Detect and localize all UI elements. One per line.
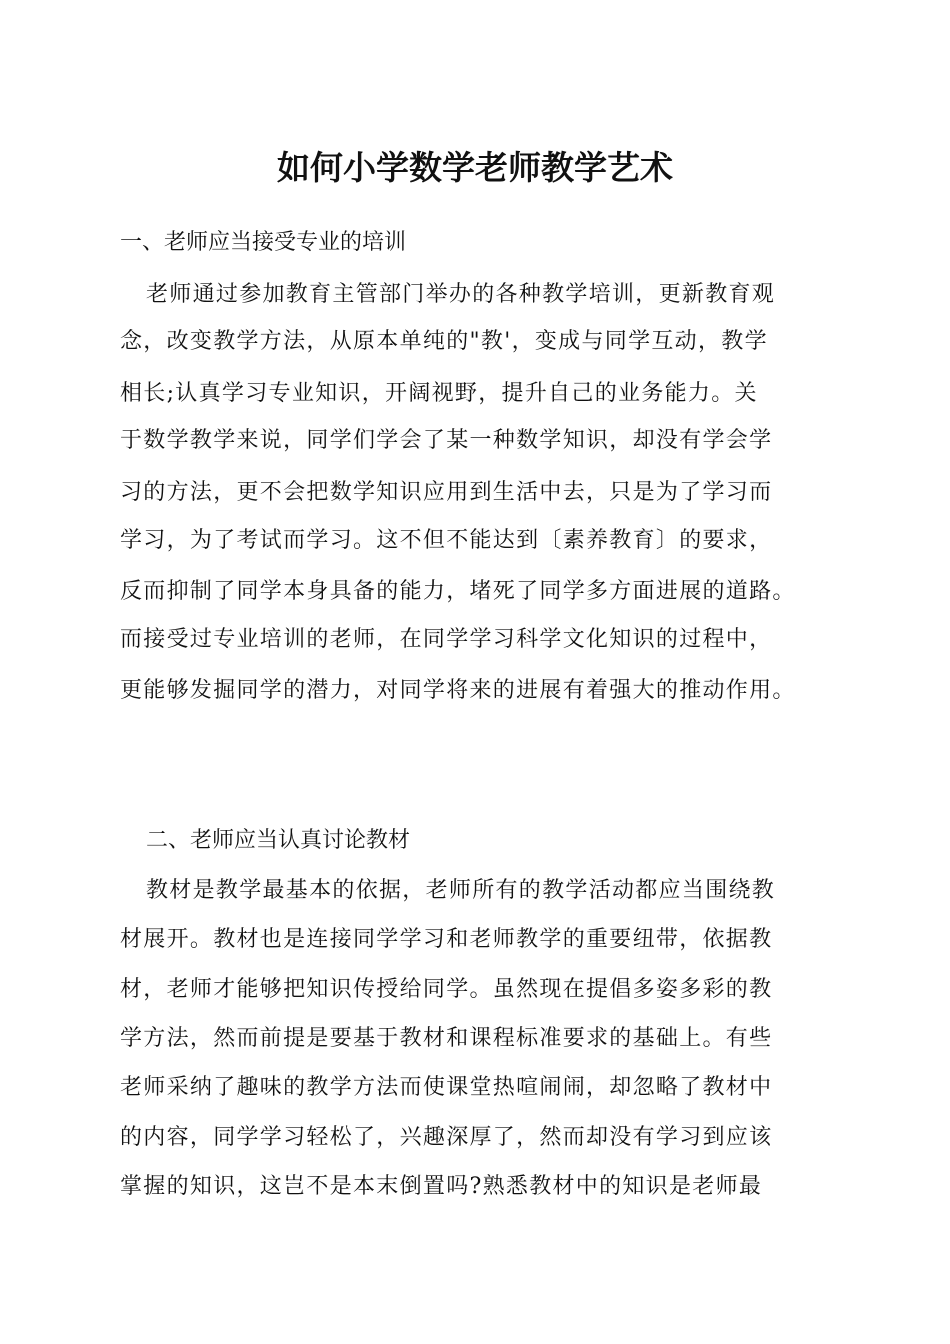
section-2-heading: 二、老师应当认真讨论教材 <box>146 828 411 853</box>
section-2-line-6: 的内容，同学学习轻松了，兴趣深厚了，然而却没有学习到应该 <box>120 1125 773 1150</box>
section-2-line-2: 材展开。教材也是连接同学学习和老师教学的重要纽带，依据教 <box>120 927 773 952</box>
section-1-line-7: 反而抑制了同学本身具备的能力，堵死了同学多方面进展的道路。 <box>120 579 796 604</box>
section-2-line-4: 学方法，然而前提是要基于教材和课程标准要求的基础上。有些 <box>120 1026 773 1051</box>
section-1-line-4: 于数学教学来说，同学们学会了某一种数学知识，却没有学会学 <box>120 428 773 453</box>
document-title: 如何小学数学老师教学艺术 <box>277 148 673 187</box>
section-1-line-8: 而接受过专业培训的老师，在同学学习科学文化知识的过程中， <box>120 627 773 652</box>
section-2-line-5: 老师采纳了趣味的教学方法而使课堂热喧闹闹，却忽略了教材中 <box>120 1075 773 1100</box>
section-1-heading: 一、老师应当接受专业的培训 <box>120 230 407 255</box>
section-2-line-3: 材，老师才能够把知识传授给同学。虽然现在提倡多姿多彩的教 <box>120 977 773 1002</box>
section-2-line-1: 教材是教学最基本的依据，老师所有的教学活动都应当围绕教 <box>146 878 776 903</box>
section-1-line-3: 相长;认真学习专业知识，开阔视野，提升自己的业务能力。关 <box>120 381 758 406</box>
section-1-line-2: 念，改变教学方法，从原本单纯的"教'，变成与同学互动，教学 <box>120 329 768 354</box>
section-1-line-1: 老师通过参加教育主管部门举办的各种教学培训，更新教育观 <box>146 282 776 307</box>
section-1-line-6: 学习，为了考试而学习。这不但不能达到〔素养教育〕的要求， <box>120 528 773 553</box>
section-1-line-5: 习的方法，更不会把数学知识应用到生活中去，只是为了学习而 <box>120 480 773 505</box>
section-1-line-9: 更能够发掘同学的潜力，对同学将来的进展有着强大的推动作用。 <box>120 678 796 703</box>
section-2-line-7: 掌握的知识，这岂不是本末倒置吗?熟悉教材中的知识是老师最 <box>120 1174 763 1199</box>
